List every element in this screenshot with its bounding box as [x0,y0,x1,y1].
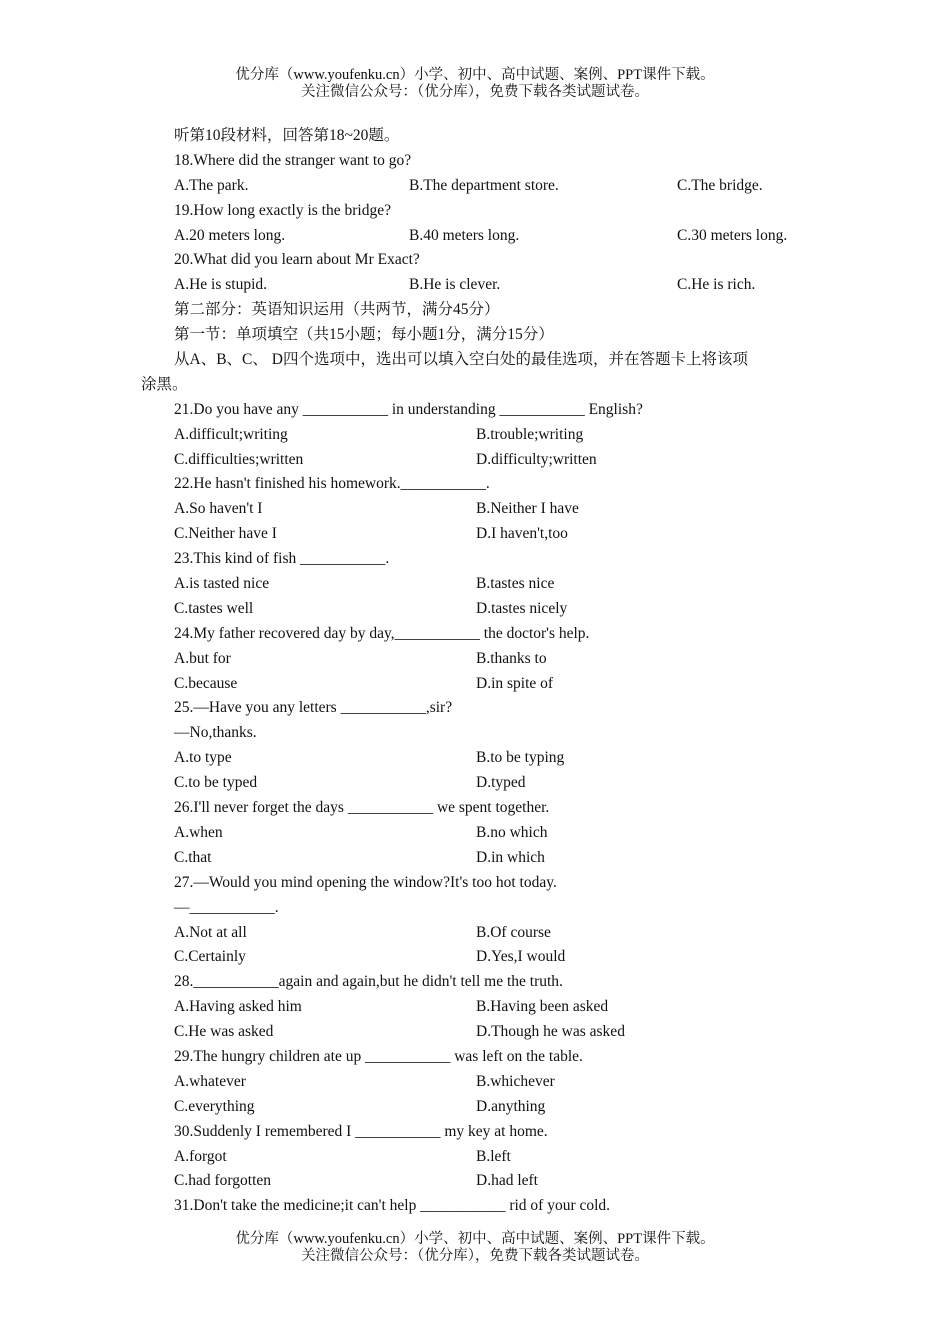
option-d: D.I haven't,too [476,525,568,543]
question-stem: 20.What did you learn about Mr Exact? [174,251,420,269]
header-line-2: 关注微信公众号：（优分库），免费下载各类试题试卷。 [301,84,649,100]
question-stem-reply: —No,thanks. [174,724,257,742]
option-b: B.thanks to [476,649,547,667]
option-d: D.in spite of [476,674,554,692]
option-a: A.difficult;writing [174,425,288,443]
option-b: B.left [476,1147,511,1165]
option-b: B.Of course [476,923,551,941]
instruction-text-continued: 涂黑。 [141,375,188,393]
question-stem: 30.Suddenly I remembered I ___________ my key at home. [174,1122,548,1140]
option-a: A.to type [174,749,232,767]
option-d: D.difficulty;written [476,450,597,468]
option-d: D.tastes nicely [476,599,568,617]
option-b: B.40 meters long. [409,226,520,244]
option-c: C.30 meters long. [677,226,788,244]
option-c: C.Neither have I [174,525,277,543]
exam-content [0,124,950,1219]
header-line-1: 优分库（www.youfenku.cn）小学、初中、高中试题、案例、PPT课件下载。 [235,67,715,83]
option-a: A.whatever [174,1072,246,1090]
option-c: C.Certainly [174,948,246,966]
option-a: A.but for [174,649,231,667]
option-c: C.He is rich. [677,276,756,294]
section-listen-instruction: 听第10段材料，回答第18~20题。 [174,127,400,144]
option-c: C.tastes well [174,599,254,617]
option-c: C.had forgotten [174,1172,272,1190]
part-title: 第二部分：英语知识运用（共两节，满分45分） [174,301,500,319]
footer-line-1: 优分库（www.youfenku.cn）小学、初中、高中试题、案例、PPT课件下载。 [235,1231,715,1247]
question-stem: 21.Do you have any ___________ in understanding ___________ English? [174,400,643,418]
question-stem: 31.Don't take the medicine;it can't help ___________ rid of your cold. [174,1197,611,1215]
option-a: A.is tasted nice [174,575,270,593]
footer-line-2: 关注微信公众号：（优分库），免费下载各类试题试卷。 [301,1248,649,1264]
option-b: B.He is clever. [409,276,501,294]
question-stem: 22.He hasn't finished his homework.___________. [174,475,490,493]
option-c: C.that [174,848,212,866]
option-b: B.whichever [476,1072,555,1090]
option-a: A.He is stupid. [174,276,267,294]
page-footer [0,1231,950,1265]
page-header [0,67,950,101]
question-stem: 29.The hungry children ate up ___________ was left on the table. [174,1047,583,1065]
section-title: 第一节：单项填空（共15小题；每小题1分，满分15分） [174,326,554,344]
option-d: D.had left [476,1172,538,1190]
option-c: C.to be typed [174,774,258,792]
option-a: A.20 meters long. [174,226,286,244]
option-d: D.anything [476,1097,546,1115]
question-stem: 27.—Would you mind opening the window?It's too hot today. [174,873,557,891]
question-stem: 26.I'll never forget the days ___________ we spent together. [174,799,550,817]
option-a: A.Having asked him [174,998,302,1016]
option-d: D.Yes,I would [476,948,566,966]
question-stem: 28.___________again and again,but he didn't tell me the truth. [174,973,563,991]
option-b: B.trouble;writing [476,425,584,443]
option-c: C.He was asked [174,1023,274,1041]
question-stem: 18.Where did the stranger want to go? [174,151,412,169]
option-b: B.Neither I have [476,500,579,518]
option-a: A.when [174,823,223,841]
option-a: A.So haven't I [174,500,263,518]
question-stem: 19.How long exactly is the bridge? [174,201,391,219]
instruction-text: 从A、B、C、 D四个选项中，选出可以填入空白处的最佳选项，并在答题卡上将该项 [174,351,748,369]
question-stem-reply: —___________. [174,898,279,916]
option-d: D.Though he was asked [476,1023,625,1041]
option-d: D.typed [476,774,526,792]
option-c: C.because [174,674,238,692]
option-c: C.difficulties;written [174,450,304,468]
option-a: A.Not at all [174,923,247,941]
option-d: D.in which [476,848,545,866]
option-b: B.tastes nice [476,575,555,593]
option-b: B.to be typing [476,749,565,767]
option-b: B.The department store. [409,176,559,194]
option-b: B.no which [476,823,548,841]
question-stem: 23.This kind of fish ___________. [174,550,390,568]
option-c: C.everything [174,1097,255,1115]
question-stem: 24.My father recovered day by day,___________ the doctor's help. [174,624,590,642]
option-a: A.forgot [174,1147,227,1165]
question-stem: 25.—Have you any letters ___________,sir? [174,699,453,717]
option-c: C.The bridge. [677,176,763,194]
option-b: B.Having been asked [476,998,609,1016]
option-a: A.The park. [174,176,249,194]
